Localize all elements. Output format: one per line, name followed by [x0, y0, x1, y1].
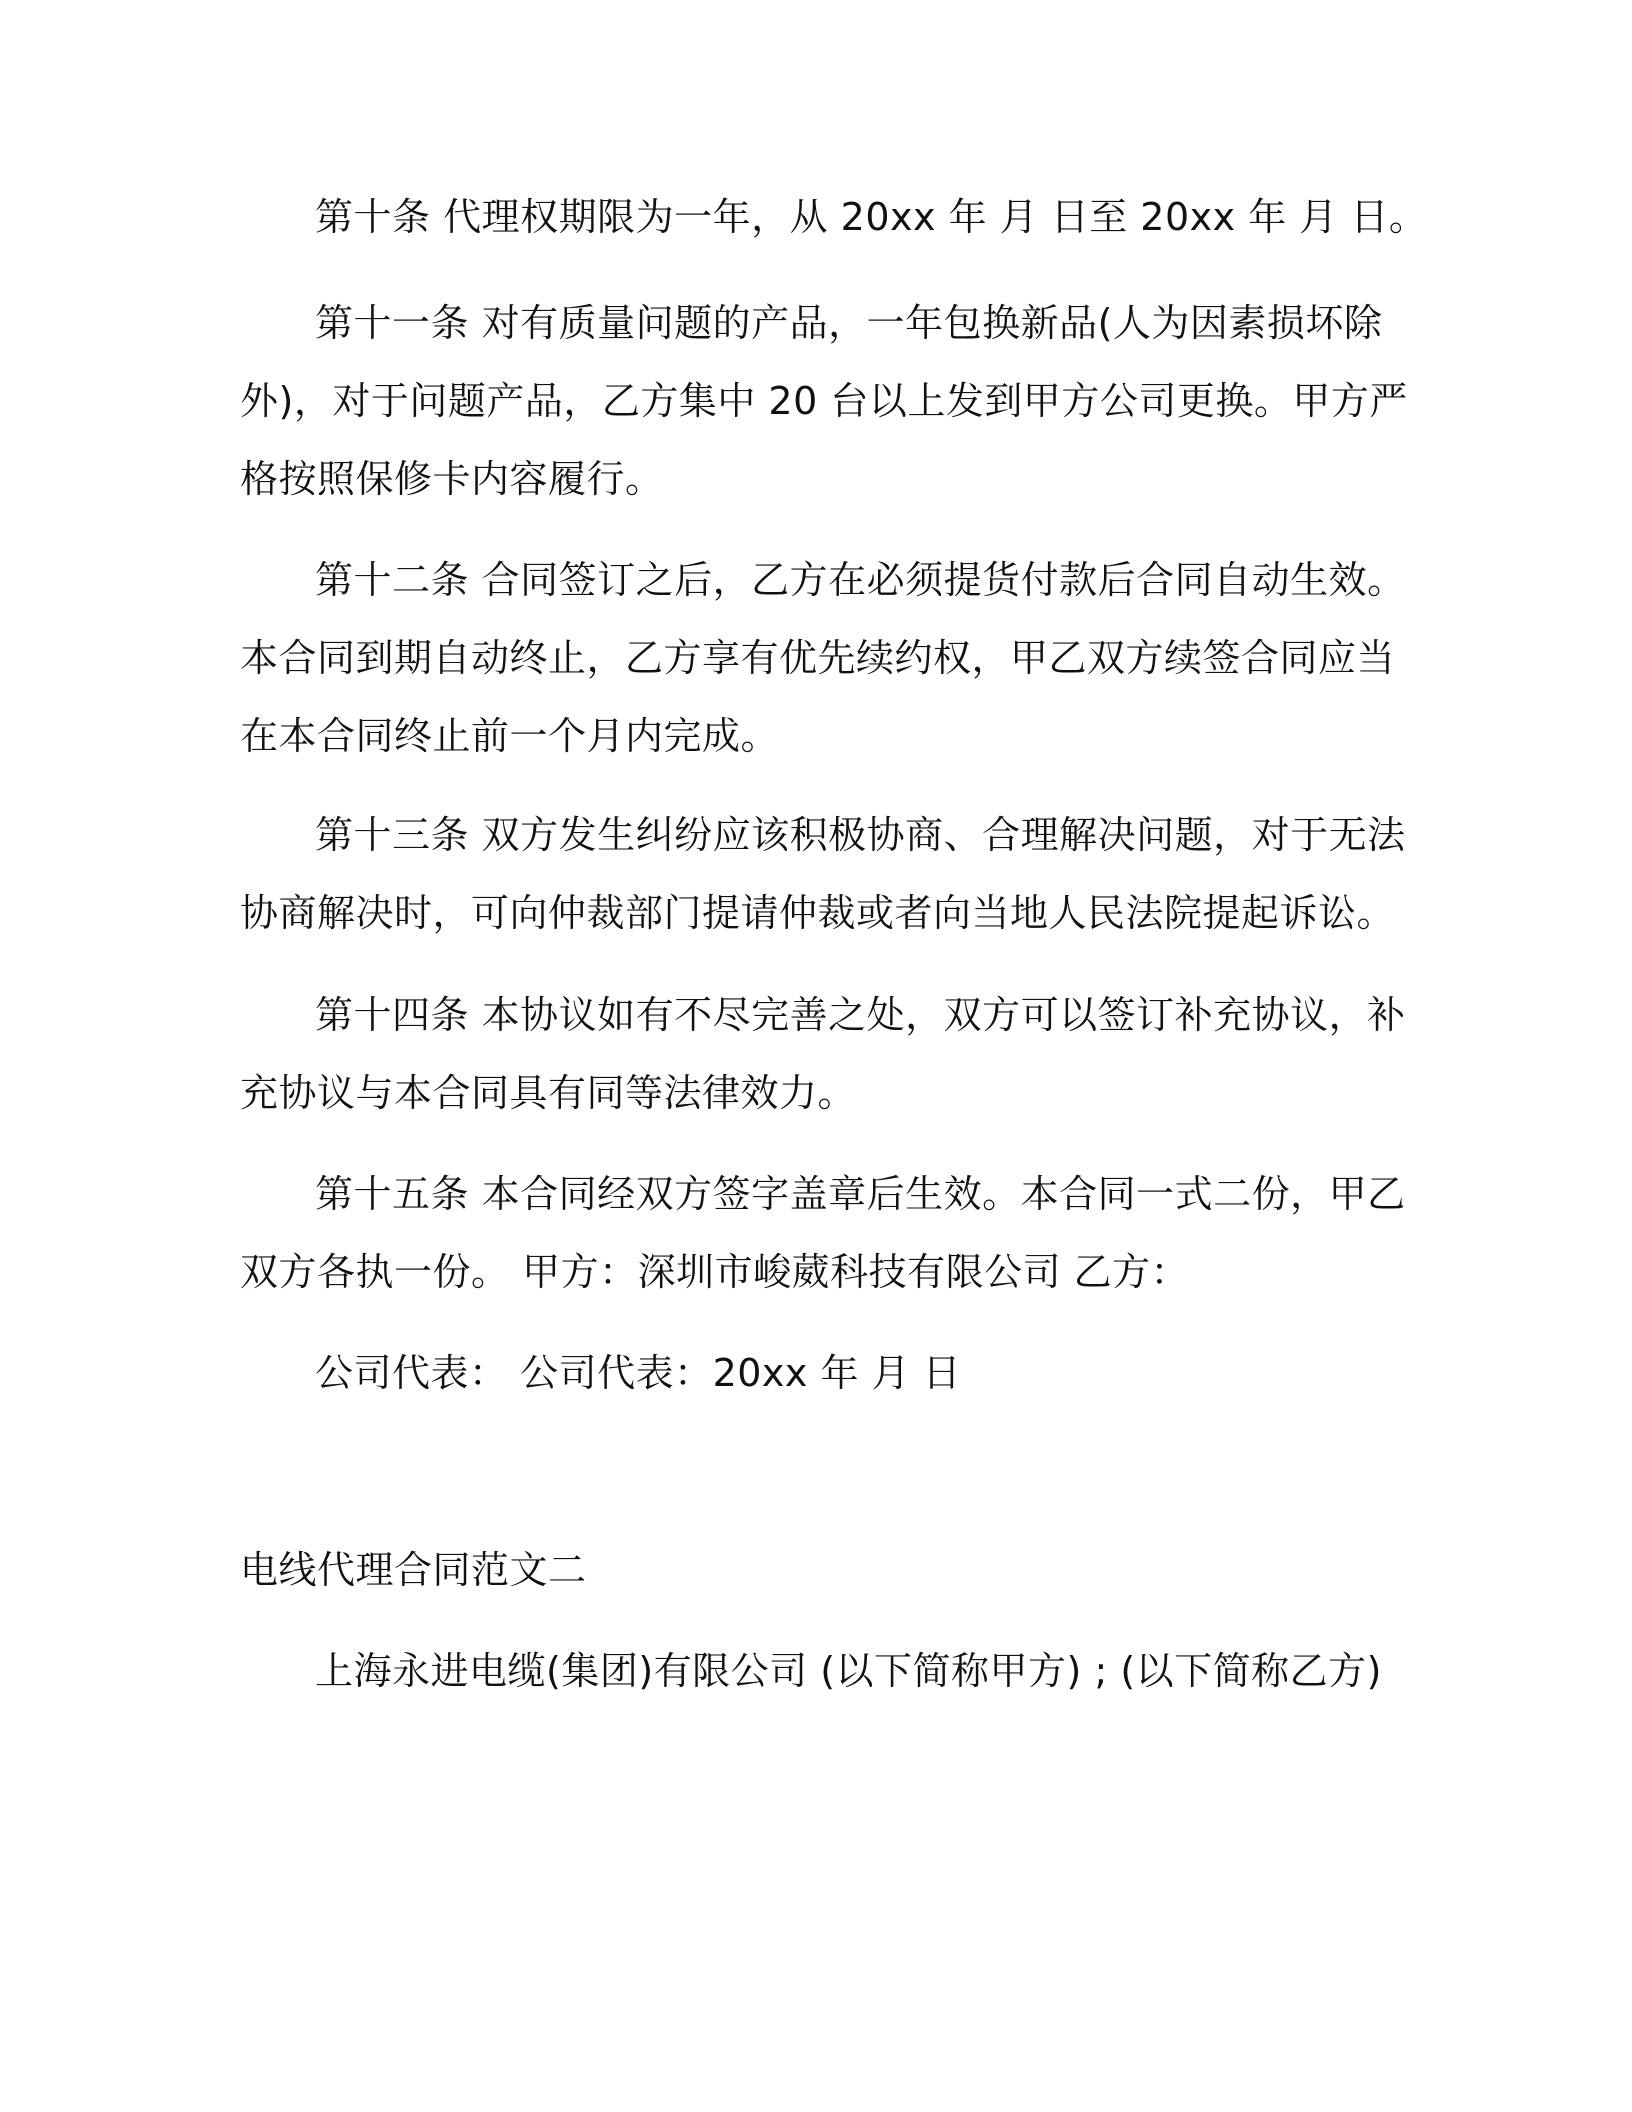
clause-15 — [240, 1155, 1406, 1311]
clause-14-line-1: 第十四条 本协议如有不尽完善之处，双方可以签订补充协议，补 — [315, 993, 1406, 1037]
clause-14 — [240, 976, 1406, 1132]
signature-line — [240, 1334, 1370, 1412]
clause-13-line-2: 协商解决时，可向仲裁部门提请仲裁或者向当地人民法院提起诉讼。 — [240, 891, 1396, 935]
clause-14-line-2: 充协议与本合同具有同等法律效力。 — [240, 1071, 857, 1115]
clause-11-line-3: 格按照保修卡内容履行。 — [240, 457, 664, 501]
section-heading — [240, 1531, 1370, 1609]
clause-15-line-2: 双方各执一份。 甲方：深圳市峻葳科技有限公司 乙方： — [240, 1250, 1190, 1294]
clause-11-line-1: 第十一条 对有质量问题的产品，一年包换新品(人为因素损坏除 — [315, 301, 1383, 345]
clause-12 — [240, 541, 1406, 775]
clause-13 — [240, 796, 1406, 952]
clause-12-line-3: 在本合同终止前一个月内完成。 — [240, 714, 780, 758]
clause-13-line-1: 第十三条 双方发生纠纷应该积极协商、合理解决问题，对于无法 — [315, 813, 1406, 857]
clause-10 — [240, 178, 1428, 256]
clause-12-line-2: 本合同到期自动终止，乙方享有优先续约权，甲乙双方续签合同应当 — [240, 636, 1396, 680]
clause-12-line-1: 第十二条 合同签订之后，乙方在必须提货付款后合同自动生效。 — [315, 558, 1406, 602]
section-heading-text: 电线代理合同范文二 — [240, 1548, 587, 1592]
signature-line-text: 公司代表： 公司代表：20xx 年 月 日 — [315, 1351, 962, 1395]
party-line-text: 上海永进电缆(集团)有限公司 (以下简称甲方) ; (以下简称乙方) — [315, 1649, 1382, 1693]
clause-11-line-2: 外)，对于问题产品，乙方集中 20 台以上发到甲方公司更换。甲方严 — [240, 379, 1408, 423]
clause-10-line-1: 第十条 代理权期限为一年，从 20xx 年 月 日至 20xx 年 月 日。 — [315, 195, 1428, 239]
party-line — [240, 1632, 1382, 1710]
clause-15-line-1: 第十五条 本合同经双方签字盖章后生效。本合同一式二份，甲乙 — [315, 1172, 1406, 1216]
clause-11 — [240, 284, 1408, 518]
